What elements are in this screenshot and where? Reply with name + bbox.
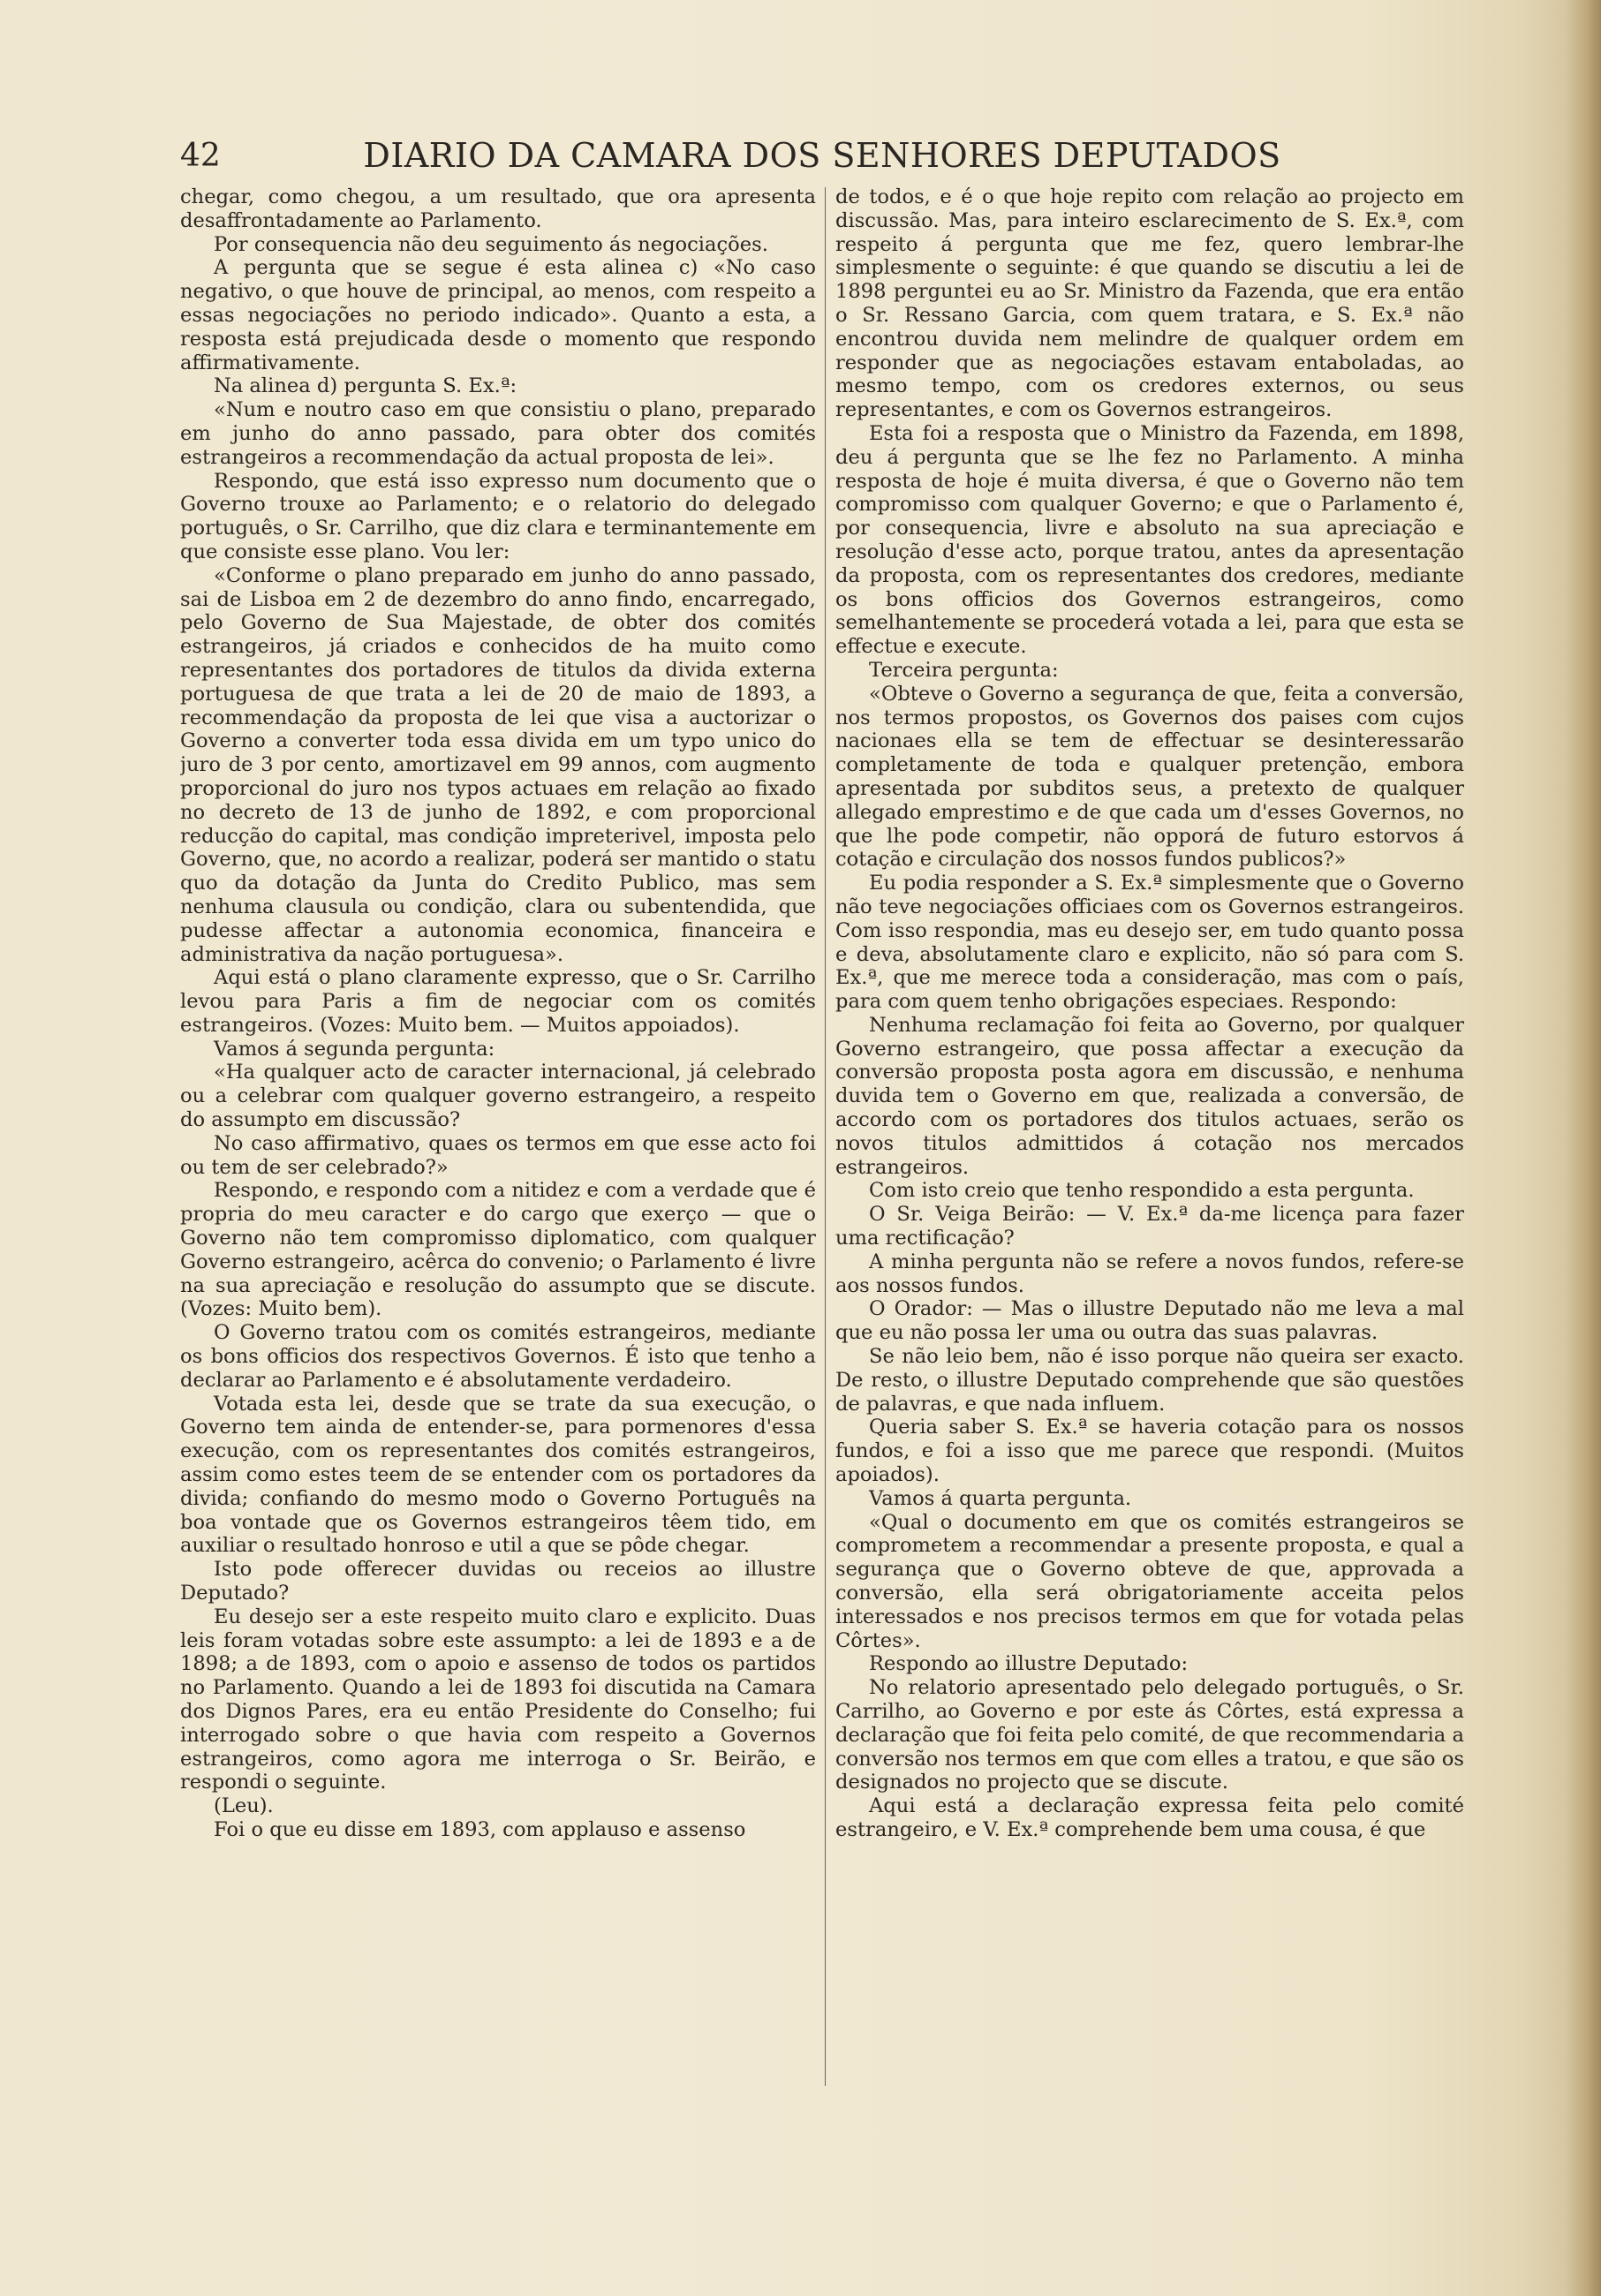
paragraph: Com isto creio que tenho respondido a esta pergunta. <box>869 1179 1415 1203</box>
paragraph: Foi o que eu disse em 1893, com applauso e assenso <box>214 1817 746 1841</box>
paragraph: Respondo ao illustre Deputado: <box>869 1652 1189 1676</box>
paragraph: A pergunta que se segue é esta alinea c) «No caso negativo, o que houve de principal, ao menos, com respeito a essas negociações no periodo indicado». Quanto a esta, a resposta está prejudicada desde o momento que respondo affirmativamente. <box>180 256 816 374</box>
paragraph: «Ha qualquer acto de caracter internacional, já celebrado ou a celebrar com qualquer governo estrangeiro, a respeito do assumpto em discussão? <box>180 1061 816 1132</box>
paragraph: Se não leio bem, não é isso porque não queira ser exacto. De resto, o illustre Deputado comprehende que são questões de palavras, e que nada influem. <box>835 1345 1464 1416</box>
paragraph: Queria saber S. Ex.ª se haveria cotação para os nossos fundos, e foi a isso que me parece que respondi. (Muitos apoiados). <box>835 1416 1464 1487</box>
right-column <box>835 185 1464 2093</box>
paragraph: Esta foi a resposta que o Ministro da Fazenda, em 1898, deu á pergunta que se lhe fez no Parlamento. A minha resposta de hoje é muita diversa, é que o Governo não tem compromisso com qualquer Governo; e que o Parlamento é, por consequencia, livre e absoluto na sua apreciação e resolução d'esse acto, porque tratou, antes da apresentação da proposta, com os representantes dos credores, mediante os bons officios dos Governos estrangeiros, como semelhantemente se procederá votada a lei, para que esta se effectue e execute. <box>835 421 1464 659</box>
paragraph: «Obteve o Governo a segurança de que, feita a conversão, nos termos propostos, os Governos dos paises com cujos nacionaes ella se tem de effectuar se desinteressarão completamente de toda e qualquer pretenção, embora apresentada por subditos seus, a pretexto de qualquer allegado emprestimo e de que cada um d'esses Governos, no que lhe pode competir, não opporá de futuro estorvos á cotação e circulação dos nossos fundos publicos?» <box>835 682 1464 872</box>
page-header <box>180 132 1464 185</box>
paragraph: chegar, como chegou, a um resultado, que ora apresenta desaffrontadamente ao Parlamento. <box>180 185 816 232</box>
paragraph: «Conforme o plano preparado em junho do anno passado, sai de Lisboa em 2 de dezembro do anno findo, encarregado, pelo Governo de Sua Majestade, de obter dos comités estrangeiros, já criados e conhecidos de ha muito como representantes dos portadores de titulos da divida externa portuguesa de que trata a lei de 20 de maio de 1893, a recommendação da proposta de lei que visa a auctorizar o Governo a converter toda essa divida em um typo unico do juro de 3 por cento, amortizavel em 99 annos, com augmento proporcional do juro nos typos actuaes em relação ao fixado no decreto de 13 de junho de 1892, e com proporcional reducção do capital, mas condição impreterivel, imposta pelo Governo, que, no acordo a realizar, poderá ser mantido o statu quo da dotação da Junta do Credito Publico, mas sem nenhuma clausula ou condição, clara ou subentendida, que pudesse affectar a autonomia economica, financeira e administrativa da nação portuguesa». <box>180 563 816 966</box>
paragraph: «Num e noutro caso em que consistiu o plano, preparado em junho do anno passado, para obter dos comités estrangeiros a recommendação da actual proposta de lei». <box>180 398 816 469</box>
paragraph: (Leu). <box>214 1794 274 1818</box>
page-number: 42 <box>180 138 221 174</box>
paragraph: Nenhuma reclamação foi feita ao Governo, por qualquer Governo estrangeiro, que possa affectar a execução da conversão proposta posta agora em discussão, e nenhuma duvida tem o Governo em que, realizada a conversão, de accordo com os portadores dos titulos actuaes, serão os novos titulos admittidos á cotação nos mercados estrangeiros. <box>835 1013 1464 1179</box>
journal-title: DIARIO DA CAMARA DOS SENHORES DEPUTADOS <box>363 136 1281 175</box>
paragraph: Terceira pergunta: <box>869 658 1059 682</box>
column-rule <box>825 187 826 2086</box>
paragraph: Aqui está a declaração expressa feita pelo comité estrangeiro, e V. Ex.ª comprehende bem uma cousa, é que <box>835 1794 1464 1841</box>
paragraph: Vamos á segunda pergunta: <box>214 1037 495 1061</box>
paragraph: Aqui está o plano claramente expresso, que o Sr. Carrilho levou para Paris a fim de negociar com os comités estrangeiros. (Vozes: Muito bem. — Muitos appoiados). <box>180 966 816 1037</box>
paragraph: Respondo, que está isso expresso num documento que o Governo trouxe ao Parlamento; e o relatorio do delegado português, o Sr. Carrilho, que diz clara e terminantemente em que consiste esse plano. Vou ler: <box>180 469 816 563</box>
paragraph: O Orador: — Mas o illustre Deputado não me leva a mal que eu não possa ler uma ou outra das suas palavras. <box>835 1297 1464 1345</box>
paragraph: O Governo tratou com os comités estrangeiros, mediante os bons officios dos respectivos Governos. É isto que tenho a declarar ao Parlamento e é absolutamente verdadeiro. <box>180 1321 816 1392</box>
left-column <box>180 185 816 2093</box>
paragraph: Isto pode offerecer duvidas ou receios ao illustre Deputado? <box>180 1558 816 1605</box>
paragraph: «Qual o documento em que os comités estrangeiros se comprometem a recommendar a presente proposta, e qual a segurança que o Governo obteve de que, approvada a conversão, ella será obrigatoriamente acceita pelos interessados e nos precisos termos em que for votada pelas Côrtes». <box>835 1510 1464 1652</box>
page-edge-shadow <box>1566 0 1601 2296</box>
paragraph: Eu podia responder a S. Ex.ª simplesmente que o Governo não teve negociações officiaes com os Governos estrangeiros. Com isso respondia, mas eu desejo ser, em tudo quanto possa e deva, absolutamente claro e explicito, não só para com S. Ex.ª, que me merece toda a consideração, mas com o país, para com quem tenho obrigações especiaes. Respondo: <box>835 872 1464 1014</box>
paragraph: Respondo, e respondo com a nitidez e com a verdade que é propria do meu caracter e do cargo que exerço — que o Governo não tem compromisso diplomatico, com qualquer Governo estrangeiro, acêrca do convenio; o Parlamento é livre na sua apreciação e resolução do assumpto que se discute. (Vozes: Muito bem). <box>180 1179 816 1321</box>
paragraph: Por consequencia não deu seguimento ás negociações. <box>214 232 768 256</box>
paragraph: No relatorio apresentado pelo delegado português, o Sr. Carrilho, ao Governo e por este ás Côrtes, está expressa a declaração que foi feita pelo comité, de que recommendaria a conversão nos termos em que com elles a tratou, e que são os designados no projecto que se discute. <box>835 1676 1464 1794</box>
paragraph: Votada esta lei, desde que se trate da sua execução, o Governo tem ainda de entender-se, para pormenores d'essa execução, com os representantes dos comités estrangeiros, assim como estes teem de se entender com os portadores da divida; confiando do mesmo modo o Governo Português na boa vontade que os Governos estrangeiros têem tido, em auxiliar o resultado honroso e util a que se pôde chegar. <box>180 1392 816 1558</box>
paragraph: Eu desejo ser a este respeito muito claro e explicito. Duas leis foram votadas sobre este assumpto: a lei de 1893 e a de 1898; a de 1893, com o apoio e assenso de todos os partidos no Parlamento. Quando a lei de 1893 foi discutida na Camara dos Dignos Pares, era eu então Presidente do Conselho; fui interrogado sobre o que havia com respeito a Governos estrangeiros, como agora me interroga o Sr. Beirão, e respondi o seguinte. <box>180 1605 816 1794</box>
paragraph: No caso affirmativo, quaes os termos em que esse acto foi ou tem de ser celebrado?» <box>180 1131 816 1179</box>
paragraph: Vamos á quarta pergunta. <box>869 1486 1132 1510</box>
paragraph: Na alinea d) pergunta S. Ex.ª: <box>214 374 517 398</box>
paragraph: A minha pergunta não se refere a novos fundos, refere-se aos nossos fundos. <box>835 1250 1464 1297</box>
paragraph: de todos, e é o que hoje repito com relação ao projecto em discussão. Mas, para inteiro esclarecimento de S. Ex.ª, com respeito á pergunta que me fez, quero lembrar-lhe simplesmente o seguinte: é que quando se discutiu a lei de 1898 perguntei eu ao Sr. Ministro da Fazenda, que era então o Sr. Ressano Garcia, com quem tratara, e S. Ex.ª não encontrou duvida nem melindre de qualquer ordem em responder que as negociações estavam entaboladas, ao mesmo tempo, com os credores externos, ou seus representantes, e com os Governos estrangeiros. <box>835 185 1464 422</box>
paragraph: O Sr. Veiga Beirão: — V. Ex.ª da-me licença para fazer uma rectificação? <box>835 1203 1464 1250</box>
